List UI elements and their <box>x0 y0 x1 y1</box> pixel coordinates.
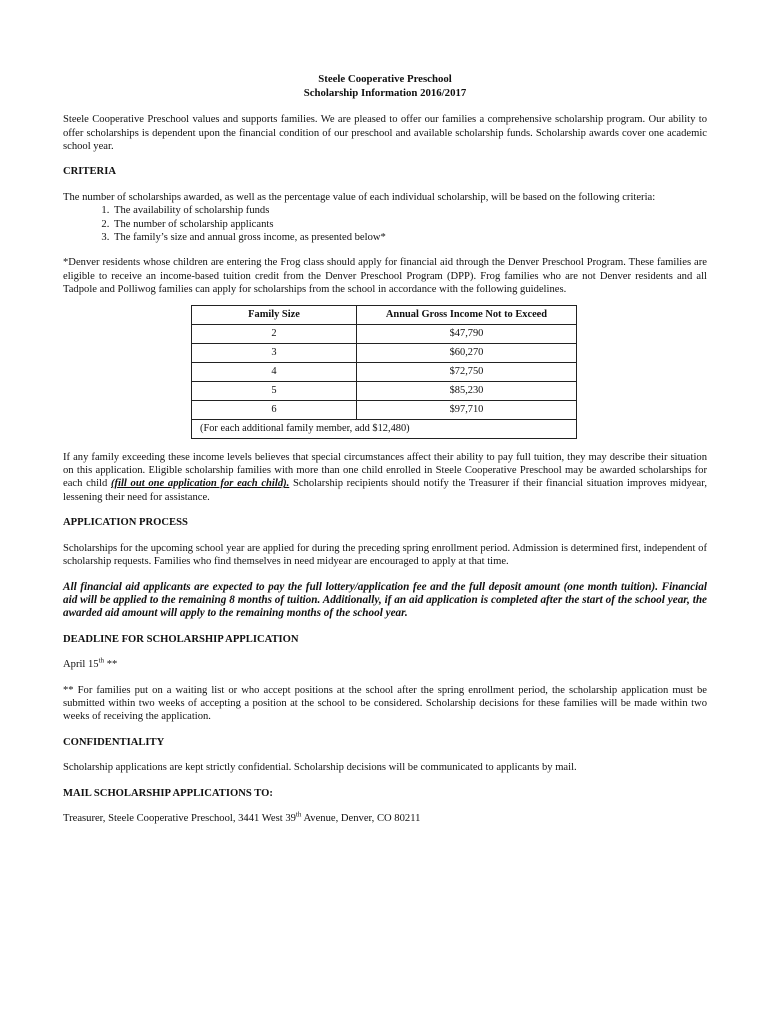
deadline-date-sup: th <box>98 656 105 665</box>
circumstances-text: If any family exceeding these income levels believes that special circumstances affect their ability to pay full tuition, they may describe their situation on this application. Eligible scholarship families with more than one child enrolled in Steele Cooperative Preschool may be awarded scholarships for each child <box>63 451 707 490</box>
column-header-income: Annual Gross Income Not to Exceed <box>357 305 577 324</box>
circumstances-paragraph <box>63 451 707 505</box>
deadline-date-suffix: ** <box>104 659 118 671</box>
table-row <box>192 324 577 343</box>
application-paragraph: Scholarships for the upcoming school year are applied for during the preceding spring enrollment period. Admission is determined first, independent of scholarship requests. Families who find themselves in need midyear are encouraged to apply at that time. <box>63 542 707 568</box>
table-row <box>192 400 577 419</box>
family-size-cell: 3 <box>192 343 357 362</box>
table-row <box>192 381 577 400</box>
income-table <box>191 305 577 439</box>
document-body <box>63 73 707 825</box>
criteria-list <box>63 204 707 244</box>
table-footnote-row <box>192 419 577 438</box>
financial-aid-note: All financial aid applicants are expected to pay the full lottery/application fee and the full deposit amount (one month tuition). Financial aid will be applied to the remaining 8 months of tuition. Additionally, if an aid application is completed after the start of the school year, the awarded aid amount will apply to the remaining months of the school year. <box>63 580 707 620</box>
criteria-item: 3. The family’s size and annual gross income, as presented below* <box>112 231 707 244</box>
family-size-cell: 2 <box>192 324 357 343</box>
mail-address-sup: th <box>295 810 302 819</box>
one-application-emphasis: (fill out one application for each child). <box>110 478 290 490</box>
document-title: Steele Cooperative Preschool <box>318 73 452 85</box>
criteria-heading: CRITERIA <box>63 166 116 178</box>
income-cell: $85,230 <box>357 381 577 400</box>
table-row <box>192 343 577 362</box>
table-header-row <box>192 305 577 324</box>
criteria-item: 1. The availability of scholarship funds <box>112 204 707 217</box>
family-size-cell: 5 <box>192 381 357 400</box>
income-table-wrapper <box>191 305 577 439</box>
deadline-heading: DEADLINE FOR SCHOLARSHIP APPLICATION <box>63 633 299 645</box>
income-cell: $97,710 <box>357 400 577 419</box>
intro-paragraph: Steele Cooperative Preschool values and supports families. We are pleased to offer our families a comprehensive scholarship program. Our ability to offer scholarships is dependent upon the financial condition of our preschool and available scholarship funds. Scholarship awards cover one academic school year. <box>63 114 707 152</box>
income-cell: $60,270 <box>357 343 577 362</box>
criteria-lead: The number of scholarships awarded, as well as the percentage value of each individual scholarship, will be based on the following criteria: <box>63 191 656 203</box>
denver-note: *Denver residents whose children are entering the Frog class should apply for financial aid through the Denver Preschool Program. These families are eligible to receive an income-based tuition credit from the Denver Preschool Program (DPP). Frog families who are not Denver residents and all Tadpole and Polliwog families can apply for scholarships from the school in accordance with the following guidelines. <box>63 257 707 296</box>
family-size-cell: 4 <box>192 362 357 381</box>
income-cell: $72,750 <box>357 362 577 381</box>
income-cell: $47,790 <box>357 324 577 343</box>
family-size-cell: 6 <box>192 400 357 419</box>
application-heading: APPLICATION PROCESS <box>63 517 188 529</box>
column-header-family-size: Family Size <box>192 305 357 324</box>
criteria-item: 2. The number of scholarship applicants <box>112 218 707 231</box>
mail-heading: MAIL SCHOLARSHIP APPLICATIONS TO: <box>63 787 273 799</box>
table-footnote: (For each additional family member, add $12,480) <box>192 419 577 438</box>
document-subtitle: Scholarship Information 2016/2017 <box>303 86 467 99</box>
confidentiality-heading: CONFIDENTIALITY <box>63 736 165 748</box>
mail-address-start: Treasurer, Steele Cooperative Preschool, 3441 West 39 <box>63 812 296 824</box>
deadline-date <box>63 658 707 671</box>
circumstances-text-end: Scholarship recipients should notify the Treasurer if their financial situation improves midyear, lessening their need for assistance. <box>63 478 707 503</box>
table-row <box>192 362 577 381</box>
deadline-date-main: April 15 <box>63 659 99 671</box>
mail-address <box>63 812 707 825</box>
deadline-note: ** For families put on a waiting list or who accept positions at the school after the spring enrollment period, the scholarship application must be submitted within two weeks of accepting a position at the school to be considered. Scholarship decisions for these families will be made within two weeks of receiving the application. <box>63 684 707 723</box>
mail-address-end: Avenue, Denver, CO 80211 <box>301 812 421 824</box>
confidentiality-paragraph: Scholarship applications are kept strictly confidential. Scholarship decisions will be communicated to applicants by mail. <box>63 762 577 774</box>
